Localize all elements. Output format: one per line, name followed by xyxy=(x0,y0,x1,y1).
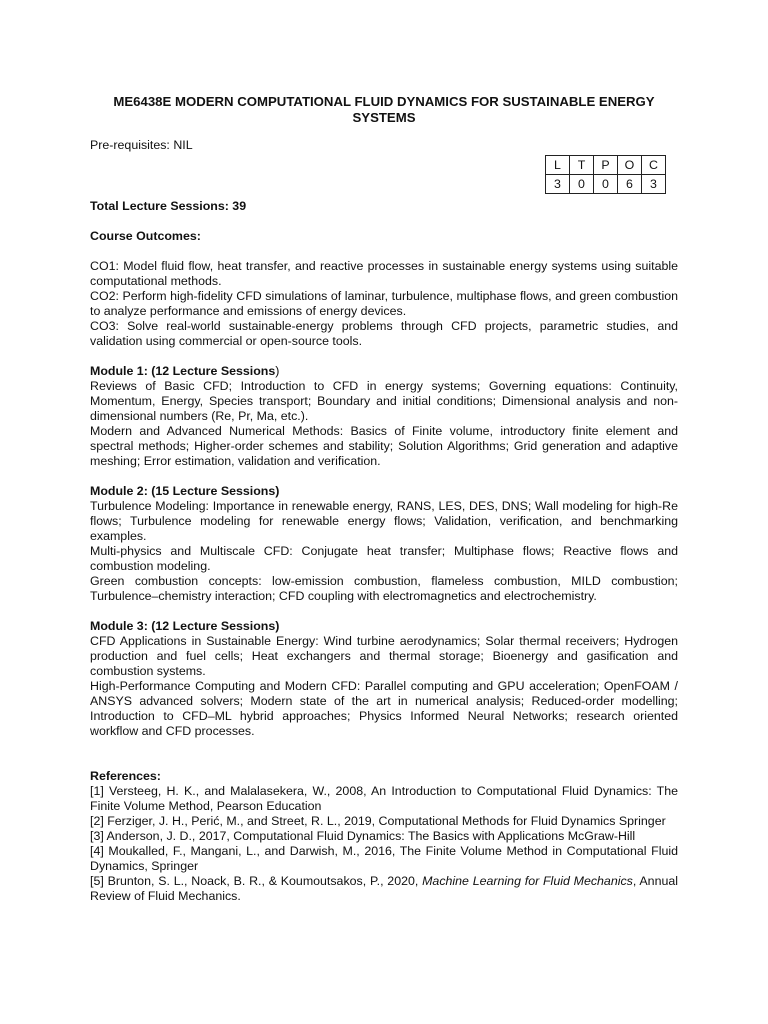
ltpoc-header-row xyxy=(546,156,666,175)
ltpoc-header-cell: L xyxy=(546,156,570,175)
module-2-heading: Module 2: (15 Lecture Sessions) xyxy=(90,484,280,498)
module-paragraph: Reviews of Basic CFD; Introduction to CFD in energy systems; Governing equations: Continuity, Momentum, Energy, Species transport; Boundary and initial conditions; Dimensional analysis and non-dimensional numbers (Re, Pr, Ma, etc.). xyxy=(90,379,678,423)
ltpoc-header-cell: C xyxy=(642,156,666,175)
reference-item-last xyxy=(90,874,678,904)
course-outcome: CO1: Model fluid flow, heat transfer, and reactive processes in sustainable energy systems using suitable computational methods. xyxy=(90,259,678,288)
total-lecture-sessions: Total Lecture Sessions: 39 xyxy=(90,199,247,213)
module-paragraph: Green combustion concepts: low-emission combustion, flameless combustion, MILD combustion; Turbulence–chemistry interaction; CFD coupling with electromagnetics and electrochemistry. xyxy=(90,574,678,603)
reference-suffix: , Annual Review of Fluid Mechanics. xyxy=(90,874,679,903)
ltpoc-header-cell: T xyxy=(570,156,594,175)
ltpoc-value-cell: 6 xyxy=(618,175,642,194)
course-outcomes-heading: Course Outcomes: xyxy=(90,229,201,243)
ltpoc-table xyxy=(545,155,666,194)
references-heading: References: xyxy=(90,769,161,783)
course-title: ME6438E MODERN COMPUTATIONAL FLUID DYNAMICS FOR SUSTAINABLE ENERGY SYSTEMS xyxy=(113,94,655,125)
reference-item: [3] Anderson, J. D., 2017, Computational Fluid Dynamics: The Basics with Applications McGraw-Hill xyxy=(90,829,636,843)
reference-item: [2] Ferziger, J. H., Perić, M., and Street, R. L., 2019, Computational Methods for Fluid Dynamics Springer xyxy=(90,814,666,828)
module-paragraph: Turbulence Modeling: Importance in renewable energy, RANS, LES, DES, DNS; Wall modeling for high-Re flows; Turbulence modeling for renewable energy flows; Validation, verification, and benchmarking examples. xyxy=(90,499,678,543)
module-1-heading xyxy=(90,364,678,379)
reference-italic-title: Machine Learning for Fluid Mechanics xyxy=(422,874,633,888)
ltpoc-value-cell: 3 xyxy=(642,175,666,194)
ltpoc-value-cell: 3 xyxy=(546,175,570,194)
ltpoc-header-cell: O xyxy=(618,156,642,175)
module-3-heading: Module 3: (12 Lecture Sessions) xyxy=(90,619,280,633)
module-paragraph: Multi-physics and Multiscale CFD: Conjugate heat transfer; Multiphase flows; Reactive flows and combustion modeling. xyxy=(90,544,678,573)
module-paragraph: High-Performance Computing and Modern CFD: Parallel computing and GPU acceleration; OpenFOAM / ANSYS advanced solvers; Modern state of the art in numerical analysis; Reduced-order modelling; Introduction to CFD–ML hybrid approaches; Physics Informed Neural Networks; research oriented workflow and CFD processes. xyxy=(90,679,678,738)
ltpoc-value-cell: 0 xyxy=(570,175,594,194)
course-outcome: CO2: Perform high-fidelity CFD simulations of laminar, turbulence, multiphase flows, and green combustion to analyze performance and emissions of energy devices. xyxy=(90,289,678,318)
reference-prefix: [5] Brunton, S. L., Noack, B. R., & Koumoutsakos, P., 2020, xyxy=(90,874,423,888)
document-body xyxy=(90,199,678,904)
module-paragraph: Modern and Advanced Numerical Methods: Basics of Finite volume, introductory finite element and spectral methods; Higher-order schemes and stability; Solution Algorithms; Grid generation and adaptive meshing; Error estimation, validation and verification. xyxy=(90,424,678,468)
reference-item: [4] Moukalled, F., Mangani, L., and Darwish, M., 2016, The Finite Volume Method in Computational Fluid Dynamics, Springer xyxy=(90,844,678,873)
module-heading-text: Module 1: (12 Lecture Sessions xyxy=(90,364,276,378)
prerequisites: Pre-requisites: NIL xyxy=(90,138,193,152)
ltpoc-value-cell: 0 xyxy=(594,175,618,194)
ltpoc-header-cell: P xyxy=(594,156,618,175)
ltpoc-value-row xyxy=(546,175,666,194)
course-outcome: CO3: Solve real-world sustainable-energy problems through CFD projects, parametric studies, and validation using commercial or open-source tools. xyxy=(90,319,678,348)
module-heading-suffix: ) xyxy=(275,364,280,378)
reference-item: [1] Versteeg, H. K., and Malalasekera, W., 2008, An Introduction to Computational Fluid Dynamics: The Finite Volume Method, Pearson Education xyxy=(90,784,678,813)
module-paragraph: CFD Applications in Sustainable Energy: Wind turbine aerodynamics; Solar thermal receivers; Hydrogen production and fuel cells; Heat exchangers and thermal storage; Bioenergy and gasification and combustion systems. xyxy=(90,634,678,678)
